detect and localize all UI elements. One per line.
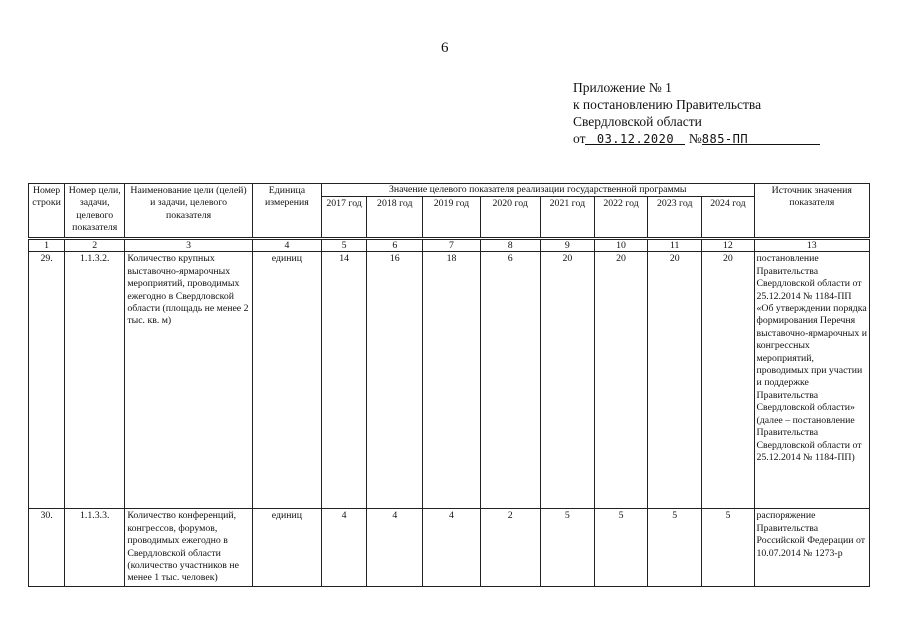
number-label: № bbox=[688, 131, 702, 146]
column-number: 3 bbox=[125, 239, 252, 252]
header-goal-number: Номер цели, задачи, целевого показателя bbox=[65, 184, 125, 239]
table-row bbox=[29, 252, 870, 509]
column-number: 10 bbox=[594, 239, 647, 252]
header-year-2022: 2022 год bbox=[594, 197, 647, 239]
row-unit: единиц bbox=[252, 509, 321, 586]
header-row-number: Номер строки bbox=[29, 184, 65, 239]
value-2022: 5 bbox=[594, 509, 647, 586]
decree-number: 885-ПП bbox=[701, 132, 749, 146]
appendix-date-line bbox=[573, 130, 820, 147]
row-code: 1.1.3.2. bbox=[65, 252, 125, 509]
value-2020: 6 bbox=[480, 252, 540, 509]
row-unit: единиц bbox=[252, 252, 321, 509]
row-name: Количество крупных выставочно-ярмарочных мероприятий, проводимых ежегодно в Свердловской области (площадь не менее 2 тыс. кв. м) bbox=[125, 252, 252, 509]
value-2023: 20 bbox=[648, 252, 702, 509]
header-year-2020: 2020 год bbox=[480, 197, 540, 239]
table-row bbox=[29, 509, 870, 586]
row-number: 30. bbox=[29, 509, 65, 586]
column-number: 4 bbox=[252, 239, 321, 252]
decree-date: 03.12.2020 bbox=[596, 132, 675, 146]
header-year-2017: 2017 год bbox=[322, 197, 367, 239]
row-source: постановление Правительства Свердловской области от 25.12.2014 № 1184-ПП «Об утверждении порядка формирования Перечня выставочно-ярмарочных и конгрессных мероприятий, проводимых при участии и поддержке Правительства Свердловской области» (далее – постановление Правительства Свердловской области от 25.12.2014 № 1184-ПП) bbox=[754, 252, 870, 509]
indicators-table bbox=[28, 183, 870, 587]
header-values-group: Значение целевого показателя реализации государственной программы bbox=[322, 184, 754, 197]
header-source: Источник значения показателя bbox=[754, 184, 870, 239]
value-2024: 5 bbox=[702, 509, 754, 586]
column-number: 6 bbox=[367, 239, 423, 252]
header-year-2019: 2019 год bbox=[423, 197, 480, 239]
header-year-2018: 2018 год bbox=[367, 197, 423, 239]
row-source: распоряжение Правительства Российской Федерации от 10.07.2014 № 1273-р bbox=[754, 509, 870, 586]
page-number: 6 bbox=[441, 40, 449, 56]
column-numbers-row bbox=[29, 239, 870, 252]
value-2019: 4 bbox=[423, 509, 480, 586]
value-2017: 4 bbox=[322, 509, 367, 586]
column-number: 5 bbox=[322, 239, 367, 252]
appendix-region-line: Свердловской области bbox=[573, 114, 702, 129]
column-number: 1 bbox=[29, 239, 65, 252]
column-number: 9 bbox=[540, 239, 594, 252]
appendix-decree-line: к постановлению Правительства bbox=[573, 97, 762, 112]
value-2024: 20 bbox=[702, 252, 754, 509]
value-2020: 2 bbox=[480, 509, 540, 586]
value-2023: 5 bbox=[648, 509, 702, 586]
header-unit: Единица измерения bbox=[252, 184, 321, 239]
value-2018: 16 bbox=[367, 252, 423, 509]
column-number: 13 bbox=[754, 239, 870, 252]
header-row-1 bbox=[29, 184, 870, 197]
header-name: Наименование цели (целей) и задачи, целевого показателя bbox=[125, 184, 252, 239]
column-number: 2 bbox=[65, 239, 125, 252]
value-2017: 14 bbox=[322, 252, 367, 509]
value-2021: 20 bbox=[540, 252, 594, 509]
header-year-2021: 2021 год bbox=[540, 197, 594, 239]
column-number: 7 bbox=[423, 239, 480, 252]
value-2021: 5 bbox=[540, 509, 594, 586]
value-2019: 18 bbox=[423, 252, 480, 509]
header-year-2024: 2024 год bbox=[702, 197, 754, 239]
row-code: 1.1.3.3. bbox=[65, 509, 125, 586]
row-name: Количество конференций, конгрессов, форумов, проводимых ежегодно в Свердловской области (количество участников не менее 1 тыс. человек) bbox=[125, 509, 252, 586]
from-label: от bbox=[573, 131, 586, 146]
header-year-2023: 2023 год bbox=[648, 197, 702, 239]
row-number: 29. bbox=[29, 252, 65, 509]
value-2018: 4 bbox=[367, 509, 423, 586]
column-number: 11 bbox=[648, 239, 702, 252]
value-2022: 20 bbox=[594, 252, 647, 509]
column-number: 12 bbox=[702, 239, 754, 252]
column-number: 8 bbox=[480, 239, 540, 252]
appendix-header bbox=[573, 79, 820, 147]
appendix-title: Приложение № 1 bbox=[573, 80, 672, 95]
